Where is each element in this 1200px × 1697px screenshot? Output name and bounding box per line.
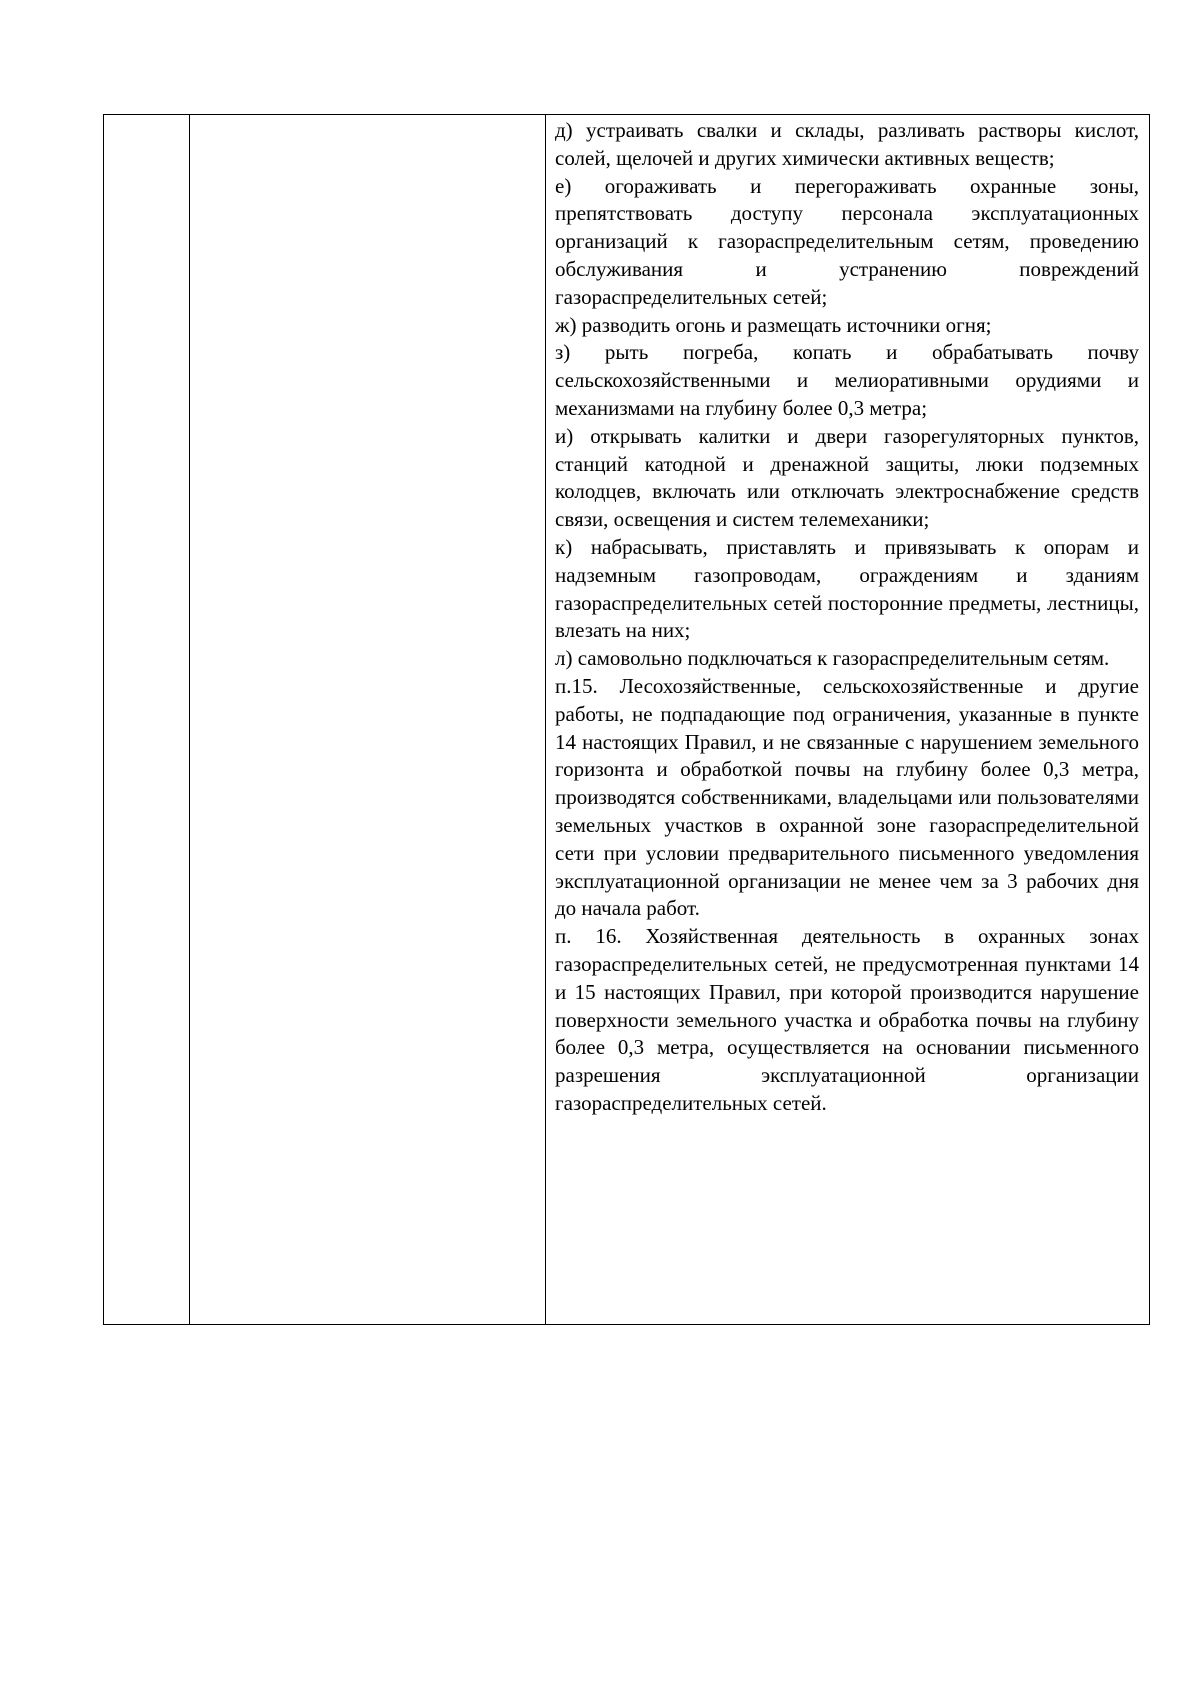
paragraph-item-l: л) самовольно подключаться к газораспределительным сетям. <box>555 646 1110 671</box>
paragraph-item-z: з) рыть погреба, копать и обрабатывать почву сельскохозяйственными и мелиоративными орудиями и механизмами на глубину более 0,3 метра; <box>555 340 1139 420</box>
paragraph-item-i: и) открывать калитки и двери газорегуляторных пунктов, станций катодной и дренажной защиты, люки подземных колодцев, включать или отключать электроснабжение средств связи, освещения и систем телемеханики; <box>555 423 1139 532</box>
table-cell-number <box>104 115 190 1324</box>
paragraph-clause-16: п. 16. Хозяйственная деятельность в охранных зонах газораспределительных сетей, не предусмотренная пунктами 14 и 15 настоящих Правил, при которой производится нарушение поверхности земельного участка и обработка почвы на глубину более 0,3 метра, осуществляется на основании письменного разрешения эксплуатационной организации газораспределительных сетей. <box>555 924 1139 1115</box>
document-table <box>103 114 1150 1325</box>
table-cell-name <box>190 115 546 1324</box>
table-cell-content <box>546 115 1149 1324</box>
paragraph-clause-15: п.15. Лесохозяйственные, сельскохозяйственные и другие работы, не подпадающие под ограничения, указанные в пункте 14 настоящих Правил, и не связанные с нарушением земельного горизонта и обработкой почвы на глубину более 0,3 метра, производятся собственниками, владельцами или пользователями земельных участков в охранной зоне газораспределительной сети при условии предварительного письменного уведомления эксплуатационной организации не менее чем за 3 рабочих дня до начала работ. <box>555 673 1139 921</box>
paragraph-item-k: к) набрасывать, приставлять и привязывать к опорам и надземным газопроводам, ограждениям и зданиям газораспределительных сетей посторонние предметы, лестницы, влезать на них; <box>555 534 1139 643</box>
paragraph-item-e: е) огораживать и перегораживать охранные зоны, препятствовать доступу персонала эксплуатационных организаций к газораспределительным сетям, проведению обслуживания и устранению повреждений газораспределительных сетей; <box>555 173 1139 309</box>
paragraph-item-zh: ж) разводить огонь и размещать источники огня; <box>555 312 992 337</box>
paragraph-item-d: д) устраивать свалки и склады, разливать растворы кислот, солей, щелочей и других химически активных веществ; <box>555 118 1139 170</box>
